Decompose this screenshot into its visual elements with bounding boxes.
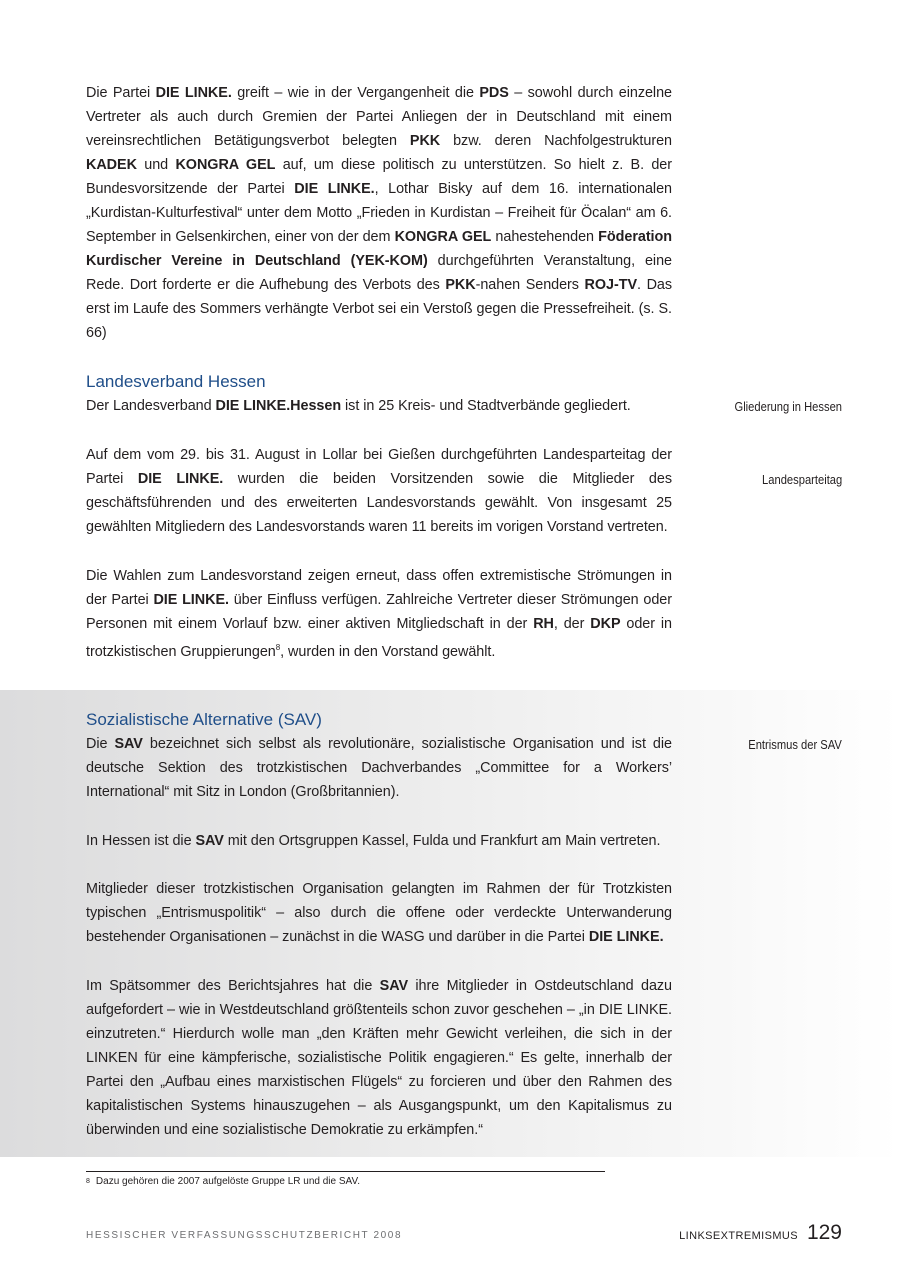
bold-term: DKP (590, 616, 621, 632)
margin-note-gliederung: Gliederung in Hessen (734, 399, 842, 414)
body-paragraph (86, 974, 672, 1142)
text-run: bzw. deren Nachfolgestrukturen (440, 133, 672, 149)
text-run: mit den Ortsgruppen Kassel, Fulda und Frankfurt am Main vertreten. (223, 833, 661, 849)
text-run: Die Wahlen zum Landesvorstand zeigen erneut, dass offen extremistische Strömungen in der Partei (86, 568, 672, 608)
paragraph-spaetsommer (86, 974, 672, 1142)
text-run: Mitglieder dieser trotzkistischen Organisation gelangten im Rahmen der für Trotzkisten typischen „Entrismuspolitik“ – also durch die offene oder verdeckte Unterwanderung bestehender Organisationen – zunächst in die WASG und darüber in die Partei (86, 881, 672, 945)
paragraph-wahlen (86, 564, 672, 664)
bold-term: DIE LINKE. (294, 181, 375, 197)
body-paragraph (86, 443, 672, 539)
text-run: ihre Mitglieder in Ostdeutschland dazu aufgefordert – wie in Westdeutschland größtenteils schon zuvor geschehen – „in DIE LINKE. einzutreten.“ Hierdurch wolle man „den Kräften mehr Gewicht verleihen, die sich in der LINKEN für eine kämpferische, sozialistische Politik engagieren.“ Es gelte, innerhalb der Partei den „Aufbau eines marxistischen Flügels“ zu forcieren und über den Rahmen des kapitalistischen Systems hinauszugehen – als Ausgangspunkt, um den Kapitalismus zu überwinden und eine sozialistische Demokratie zu erkämpfen.“ (86, 978, 672, 1138)
bold-term: DIE LINKE. (155, 85, 232, 101)
bold-term: DIE LINKE. (137, 471, 224, 487)
bold-term: KONGRA GEL (394, 229, 492, 245)
bold-term: PKK (445, 277, 476, 293)
bold-term: SAV (195, 833, 224, 849)
text-run: über Einfluss verfügen. Zahlreiche Vertreter dieser Strömungen oder Personen mit einem Vorlauf bzw. einer aktiven Mitgliedschaft in der (86, 592, 672, 632)
paragraph-die-linke-pkk (86, 81, 672, 345)
bold-term: DIE LINKE. (588, 929, 664, 945)
text-run: Der Landesverband (86, 398, 216, 414)
text-run: wurden die beiden Vorsitzenden sowie die Mitglieder des geschäftsführenden und des erweiterten Landesvorstands gewählt. Von insgesamt 25 gewählten Mitgliedern des Landesvorstands waren 11 bereits im vorigen Vorstand vertreten. (86, 471, 672, 535)
text-run: . Das erst im Laufe des Sommers verhängte Verbot sei ein Verstoß gegen die Pressefreiheit. (s. S. 66) (86, 277, 673, 341)
footnote-number: 8 (86, 1178, 90, 1185)
text-run: oder in trotzkistischen Gruppierungen (86, 616, 672, 660)
text-run: , wurden in den Vorstand gewählt. (280, 643, 496, 660)
text-run: , der (553, 616, 591, 632)
bold-term: KADEK (86, 157, 137, 173)
footnote (86, 1175, 360, 1189)
section-heading: Landesverband Hessen (86, 372, 266, 391)
paragraph-sav-intro (86, 732, 672, 804)
bold-term: RH (533, 616, 554, 632)
text-run: Die Partei (86, 85, 156, 101)
bold-term: Föderation Kurdischer Vereine in Deutschland (YEK-KOM) (86, 229, 672, 269)
text-run: Die (86, 736, 115, 752)
text-run: In Hessen ist die (86, 833, 196, 849)
text-run: – sowohl durch einzelne Vertreter als auch durch Gremien der Partei Anliegen der in Deutschland mit einem vereinsrechtlichen Betätigungsverbot belegten (86, 85, 672, 149)
bold-term: PKK (409, 133, 441, 149)
section-sav (86, 708, 672, 804)
bold-term: SAV (114, 736, 143, 752)
text-run: -nahen Senders (475, 277, 585, 293)
paragraph-gliederung (86, 394, 672, 418)
text-run: bezeichnet sich selbst als revolutionäre, sozialistische Organisation und ist die deutsche Sektion des trotzkistischen Dachverbandes „Committee for a Workers’ International“ mit Sitz in London (Großbritannien). (86, 736, 672, 800)
bold-term: DIE LINKE.Hessen (215, 398, 342, 414)
bold-term: PDS (479, 85, 509, 101)
footnote-divider (86, 1171, 605, 1172)
body-paragraph (86, 81, 672, 345)
paragraph-sav-hessen (86, 829, 672, 853)
bold-term: KONGRA GEL (175, 157, 276, 173)
section-heading: Sozialistische Alternative (SAV) (86, 710, 322, 729)
text-run: ist in 25 Kreis- und Stadtverbände gegliedert. (341, 398, 631, 414)
margin-note-entrismus: Entrismus der SAV (748, 737, 842, 752)
text-run: Im Spätsommer des Berichtsjahres hat die (86, 978, 380, 994)
margin-note-landesparteitag: Landesparteitag (761, 472, 842, 487)
body-paragraph (86, 829, 672, 853)
bold-term: ROJ-TV (584, 277, 638, 293)
text-run: greift – wie in der Vergangenheit die (231, 85, 480, 101)
bold-term: SAV (379, 978, 409, 994)
paragraph-landesparteitag (86, 443, 672, 539)
bold-term: DIE LINKE. (153, 592, 229, 608)
text-run: Auf dem vom 29. bis 31. August in Lollar bei Gießen durchgeführten Landesparteitag der Partei (86, 447, 672, 487)
text-run: nahestehenden (491, 229, 599, 245)
footer-publication-title: HESSISCHER VERFASSUNGSSCHUTZBERICHT 2008 (86, 1230, 403, 1241)
body-paragraph (86, 877, 672, 949)
page-number: 129 (806, 1221, 842, 1244)
section-landesverband-hessen (86, 370, 672, 418)
footnote-reference: 8 (275, 643, 281, 652)
footnote-text: Dazu gehören die 2007 aufgelöste Gruppe LR und die SAV. (95, 1176, 360, 1187)
paragraph-entrismus (86, 877, 672, 949)
text-run: , Lothar Bisky auf dem 16. internationalen „Kurdistan-Kulturfestival“ unter dem Motto „Frieden in Kurdistan – Freiheit für Öcalan“ am 6. September in Gelsenkirchen, einer von der dem (86, 181, 672, 245)
text-run: und (136, 157, 176, 173)
text-run: durchgeführten Veranstaltung, eine Rede. Dort forderte er die Aufhebung des Verbots des (86, 253, 672, 293)
footer-section-title: LINKSEXTREMISMUS (679, 1230, 798, 1242)
text-run: auf, um diese politisch zu unterstützen. So hielt z. B. der Bundesvorsitzende der Partei (86, 157, 672, 197)
body-paragraph (86, 564, 672, 664)
